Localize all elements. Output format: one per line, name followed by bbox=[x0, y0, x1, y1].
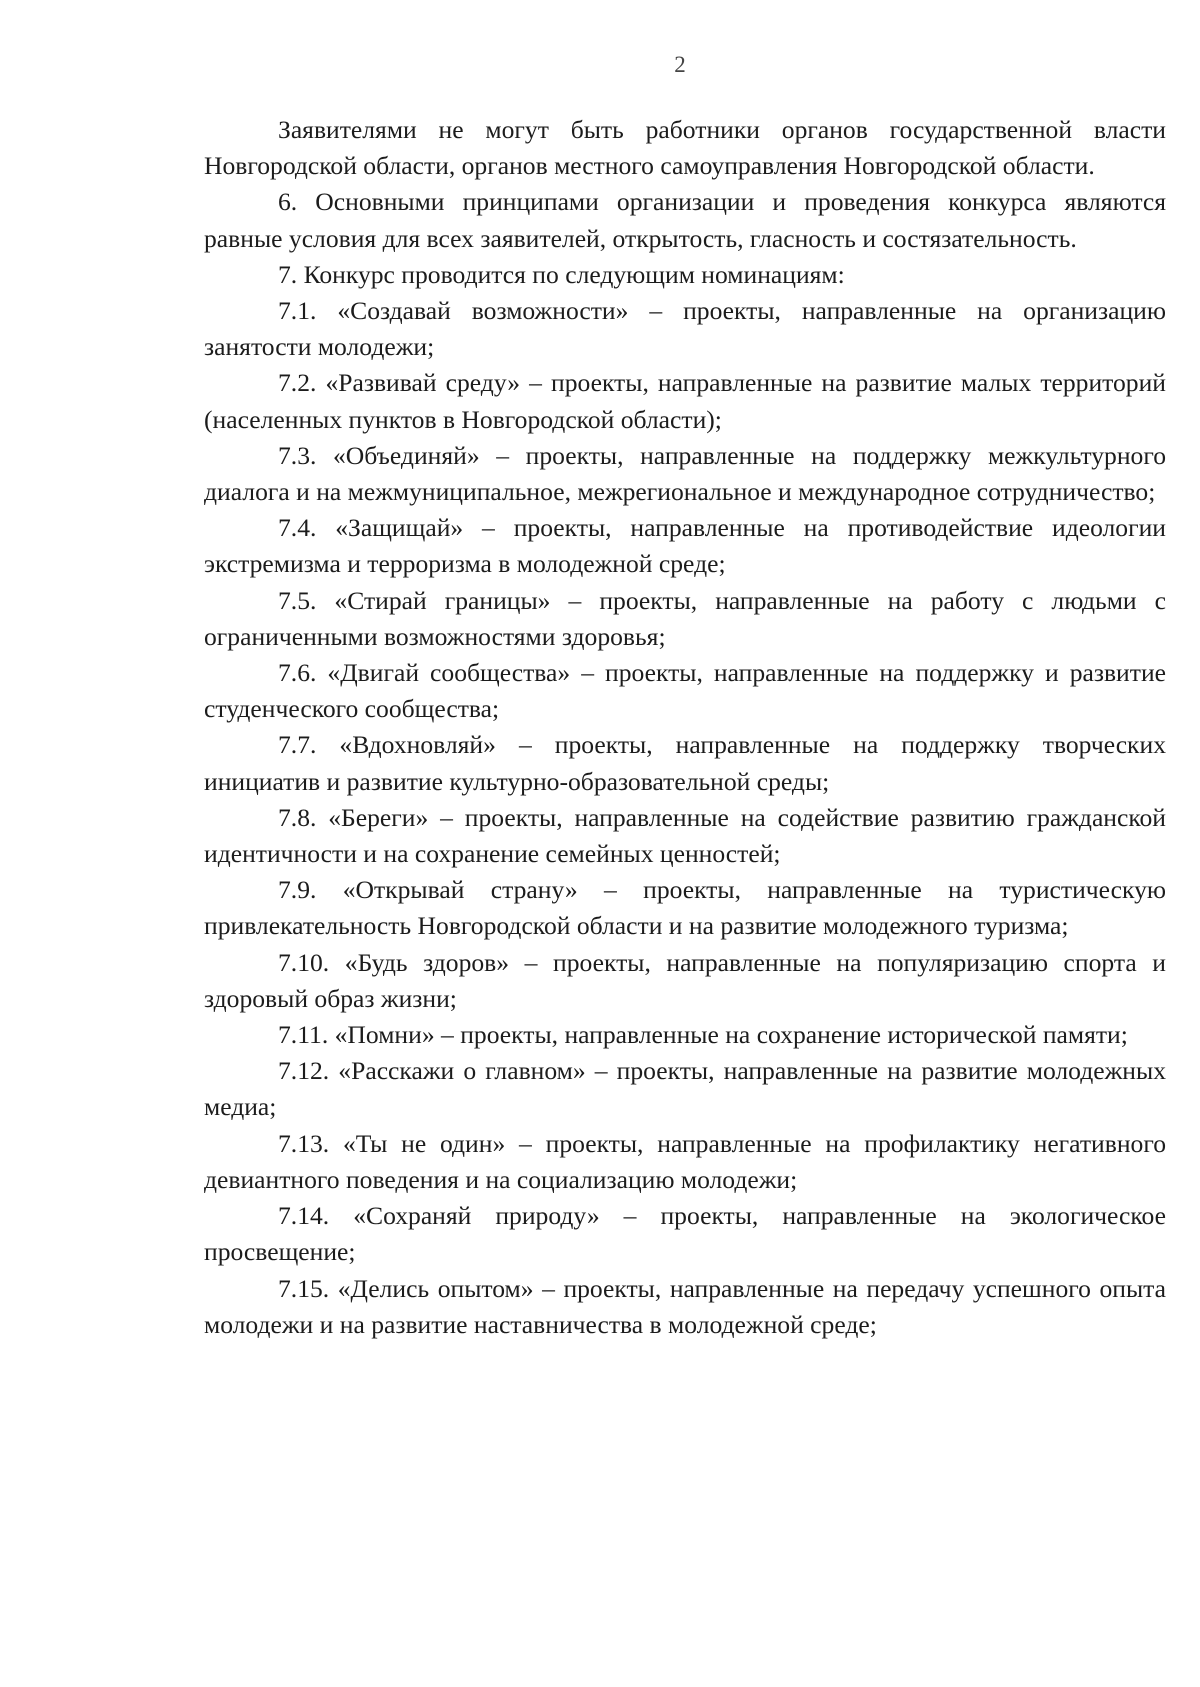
document-body bbox=[204, 112, 1166, 1343]
page-number: 2 bbox=[674, 52, 686, 77]
nomination-7-14: 7.14. «Сохраняй природу» – проекты, направленные на экологическое просвещение; bbox=[204, 1201, 1166, 1267]
nomination-7-8: 7.8. «Береги» – проекты, направленные на содействие развитию гражданской идентичности и на сохранение семейных ценностей; bbox=[204, 802, 1166, 869]
nomination-7-2: 7.2. «Развивай среду» – проекты, направленные на развитие малых территорий (населенных пунктов в Новгородской области); bbox=[204, 368, 1166, 434]
nomination-7-12: 7.12. «Расскажи о главном» – проекты, направленные на развитие молодежных медиа; bbox=[204, 1056, 1166, 1122]
nomination-7-15: 7.15. «Делись опытом» – проекты, направленные на передачу успешного опыта молодежи и на развитие наставничества в молодежной среде; bbox=[204, 1273, 1166, 1339]
paragraph-6-principles: 6. Основными принципами организации и проведения конкурса являются равные условия для всех заявителей, открытость, гласность и состязательность. bbox=[204, 187, 1166, 253]
nomination-7-13: 7.13. «Ты не один» – проекты, направленные на профилактику негативного девиантного поведения и на социализацию молодежи; bbox=[204, 1128, 1166, 1194]
nomination-7-5: 7.5. «Стирай границы» – проекты, направленные на работу с людьми с ограниченными возможностями здоровья; bbox=[204, 585, 1166, 651]
nomination-7-10: 7.10. «Будь здоров» – проекты, направленные на популяризацию спорта и здоровый образ жизни; bbox=[204, 947, 1166, 1013]
paragraph-7-nominations: 7. Конкурс проводится по следующим номинациям: bbox=[278, 259, 845, 289]
nomination-7-9: 7.9. «Открывай страну» – проекты, направленные на туристическую привлекательность Новгородской области и на развитие молодежного туризма; bbox=[204, 875, 1166, 941]
nomination-7-4: 7.4. «Защищай» – проекты, направленные на противодействие идеологии экстремизма и терроризма в молодежной среде; bbox=[204, 513, 1166, 579]
nomination-7-6: 7.6. «Двигай сообщества» – проекты, направленные на поддержку и развитие студенческого сообщества; bbox=[204, 658, 1166, 724]
nomination-7-11: 7.11. «Помни» – проекты, направленные на сохранение исторической памяти; bbox=[278, 1020, 1128, 1050]
nomination-7-1: 7.1. «Создавай возможности» – проекты, направленные на организацию занятости молодежи; bbox=[204, 296, 1166, 362]
nomination-7-7: 7.7. «Вдохновляй» – проекты, направленные на поддержку творческих инициатив и развитие культурно-образовательной среды; bbox=[204, 730, 1166, 796]
paragraph-applicants: Заявителями не могут быть работники органов государственной власти Новгородской области, органов местного самоуправления Новгородской области. bbox=[204, 115, 1166, 181]
nomination-7-3: 7.3. «Объединяй» – проекты, направленные на поддержку межкультурного диалога и на межмуниципальное, межрегиональное и международное сотрудничество; bbox=[204, 440, 1166, 507]
